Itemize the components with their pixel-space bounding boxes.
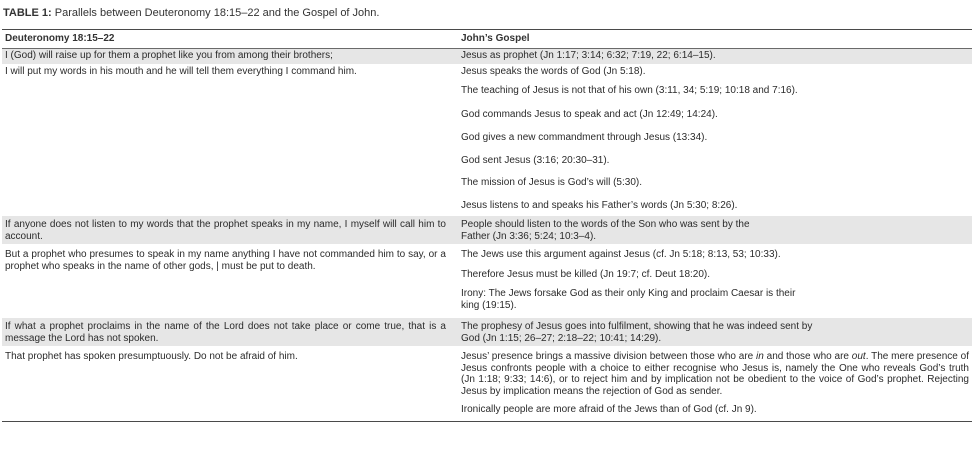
john-line: Irony: The Jews forsake God as their only King and proclaim Caesar is their [461,288,796,299]
table-row [2,131,972,154]
table-caption-text: Parallels between Deuteronomy 18:15–22 and the Gospel of John. [51,7,380,19]
parallels-table [2,29,972,422]
john-cell: Jesus listens to and speaks his Father’s words (Jn 5:30; 8:26). [458,198,972,216]
table-row [2,64,972,84]
john-cell [458,216,972,245]
deut-cell [2,107,458,131]
john-cell: God sent Jesus (3:16; 20:30–31). [458,153,972,176]
john-line: Therefore Jesus must be killed (Jn 19:7; cf. Deut 18:20). [461,268,711,280]
deut-cell [2,84,458,108]
table-row [2,347,972,422]
deut-cell [2,153,458,176]
john-emphasis-out: out [851,351,866,362]
deut-cell: That prophet has spoken presumptuously. Do not be afraid of him. [2,347,458,422]
deut-cell: If anyone does not listen to my words that the prophet speaks in my name, I myself will call him to account. [2,216,458,245]
table-caption [3,7,379,20]
john-text: and those who are [763,351,852,362]
john-line: The prophesy of Jesus goes into fulfilment, showing that he was indeed sent by [461,321,813,332]
deut-cell [2,176,458,199]
john-line: The Jews use this argument against Jesus (cf. Jn 5:18; 8:13, 53; 10:33). [461,249,781,260]
john-cell: God commands Jesus to speak and act (Jn 12:49; 14:24). [458,107,972,131]
table-row [2,216,972,245]
john-line: Father (Jn 3:36; 5:24; 10:3–4). [461,230,597,242]
john-paragraph [461,351,969,397]
john-cell: The mission of Jesus is God’s will (5:30). [458,176,972,199]
header-deuteronomy: Deuteronomy 18:15–22 [2,30,458,49]
table-header-row [2,30,972,49]
deut-cell: But a prophet who presumes to speak in my name anything I have not commanded him to say, or a prophet who speaks in the name of other gods, | must be put to death. [2,245,458,318]
table-row [2,153,972,176]
john-text: Jesus speaks the words of God (Jn 5:18). [461,65,646,77]
john-cell [458,318,972,347]
table-row [2,176,972,199]
john-cell [458,64,972,84]
john-cell: God gives a new commandment through Jesus (13:34). [458,131,972,154]
table-row [2,107,972,131]
header-johns-gospel: John’s Gospel [458,30,972,49]
table-row [2,49,972,65]
john-line: God (Jn 1:15; 26–27; 2:18–22; 10:41; 14:29). [461,332,662,344]
table-row [2,84,972,108]
john-line: king (19:15). [461,299,517,311]
john-cell: The teaching of Jesus is not that of his own (3:11, 34; 5:19; 10:18 and 7:16). [458,84,972,108]
john-cell [458,245,972,318]
john-text: . The mere presence of Jesus confronts people with a choice to either recognise who Jesus is, namely the One who reveals God’s truth (Jn 1:18; 9:33; 14:6), or to reject him and by implication not be obedient to the voice of God’s prophet. Rejecting Jesus by implication means the rejection of God as sender. [461,351,970,397]
table-caption-label: TABLE 1: [3,7,52,19]
deut-cell [2,131,458,154]
john-line: Ironically people are more afraid of the Jews than of God (cf. Jn 9). [461,404,757,415]
deut-cell: I will put my words in his mouth and he will tell them everything I command him. [2,64,458,84]
john-line: People should listen to the words of the Son who was sent by the [461,219,750,230]
table-row [2,318,972,347]
john-cell: Jesus as prophet (Jn 1:17; 3:14; 6:32; 7:19, 22; 6:14–15). [458,49,972,65]
deut-cell: I (God) will raise up for them a prophet like you from among their brothers; [2,49,458,65]
deut-cell: If what a prophet proclaims in the name of the Lord does not take place or come true, that is a message the Lord has not spoken. [2,318,458,347]
table-row [2,245,972,318]
john-emphasis-in: in [756,351,764,362]
john-text: Jesus’ presence brings a massive division between those who are [461,351,757,362]
deut-cell [2,198,458,216]
john-cell [458,347,972,422]
table-row [2,198,972,216]
